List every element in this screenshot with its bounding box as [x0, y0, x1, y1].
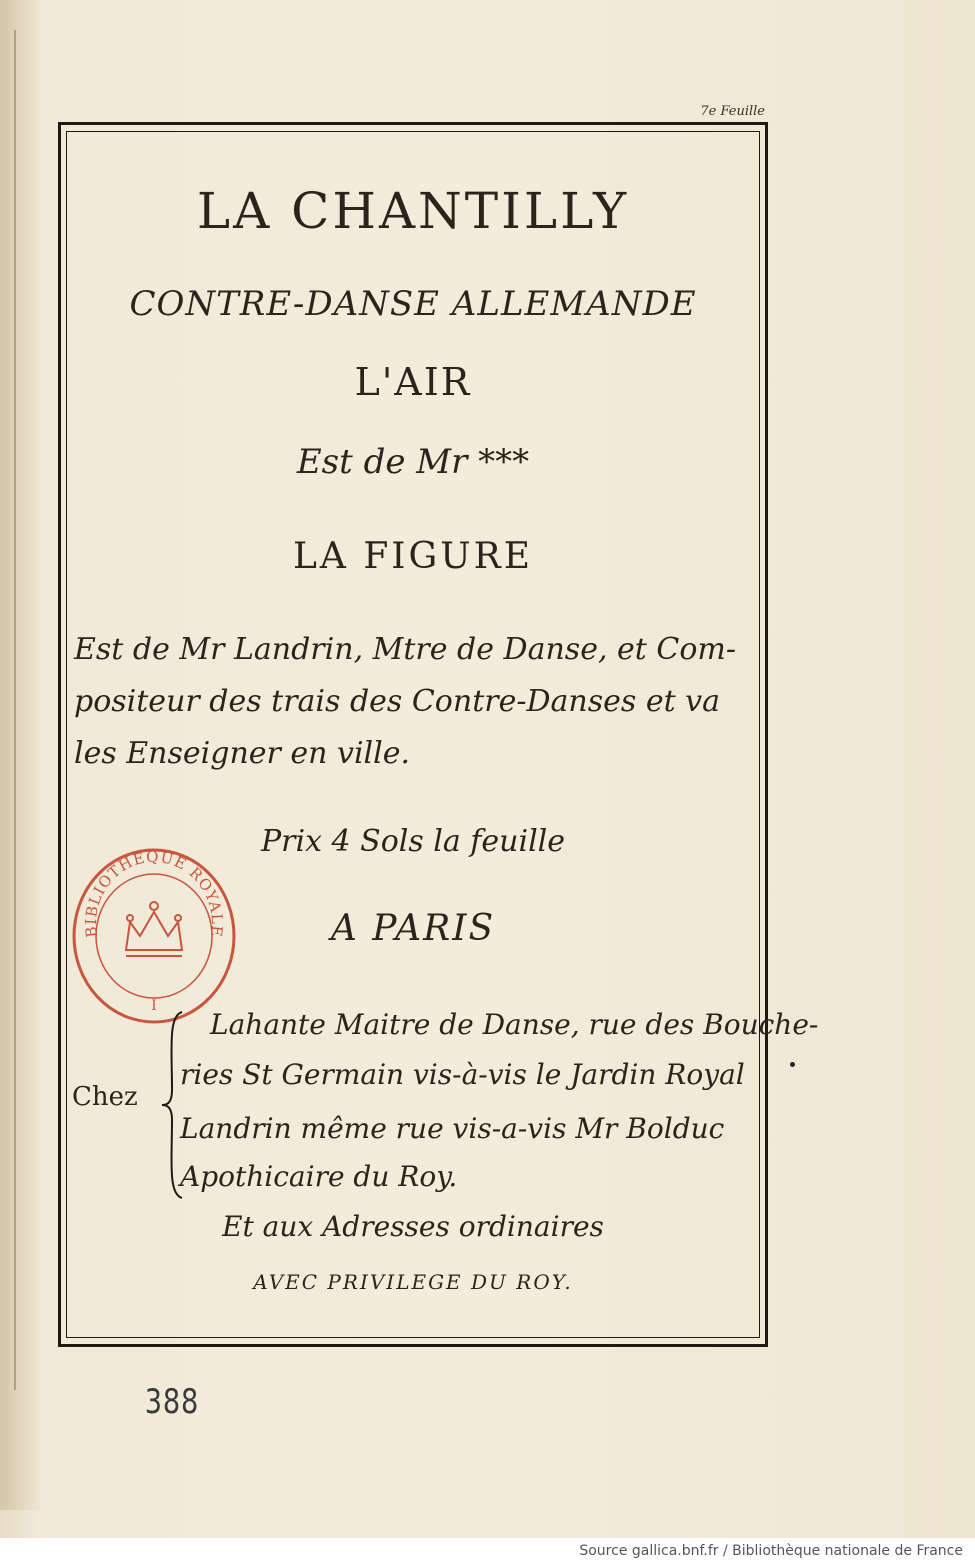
address-line: Apothicaire du Roy. — [180, 1160, 458, 1193]
shelfmark: 388 — [144, 1382, 200, 1422]
figure-text-line: les Enseigner en ville. — [74, 736, 411, 771]
stamp-text: BIBLIOTHEQUE ROYALE — [81, 847, 227, 939]
figure-text-line: positeur des trais des Contre-Danses et va — [74, 684, 720, 719]
figure-heading: LA FIGURE — [292, 536, 534, 577]
air-composer: Est de Mr *** — [296, 442, 530, 482]
air-heading: L'AIR — [354, 360, 472, 404]
figure-text-line: Est de Mr Landrin, Mtre de Danse, et Com- — [74, 632, 736, 667]
subtitle: CONTRE-DANSE ALLEMANDE — [129, 284, 697, 324]
stamp-number: I — [151, 998, 157, 1014]
sheet-number: 7e Feuille — [700, 104, 765, 119]
source-credit: Source gallica.bnf.fr / Bibliothèque nationale de France — [579, 1543, 963, 1559]
ink-dot — [790, 1062, 795, 1067]
address-line: ries St Germain vis-à-vis le Jardin Royal — [180, 1058, 745, 1091]
footer-bar — [0, 1538, 975, 1566]
price: Prix 4 Sols la feuille — [260, 824, 566, 859]
address-line: Lahante Maitre de Danse, rue des Bouche- — [210, 1008, 819, 1041]
chez-label: Chez — [72, 1082, 138, 1112]
facing-page-edge — [0, 0, 40, 1510]
crown-icon — [126, 902, 182, 956]
address-line: Landrin même rue vis-a-vis Mr Bolduc — [180, 1112, 725, 1145]
other-addresses: Et aux Adresses ordinaires — [222, 1210, 604, 1243]
library-stamp — [68, 840, 240, 1026]
royal-privilege: AVEC PRIVILEGE DU ROY. — [253, 1270, 573, 1294]
place: A PARIS — [330, 908, 496, 949]
page-title: LA CHANTILLY — [196, 182, 630, 240]
